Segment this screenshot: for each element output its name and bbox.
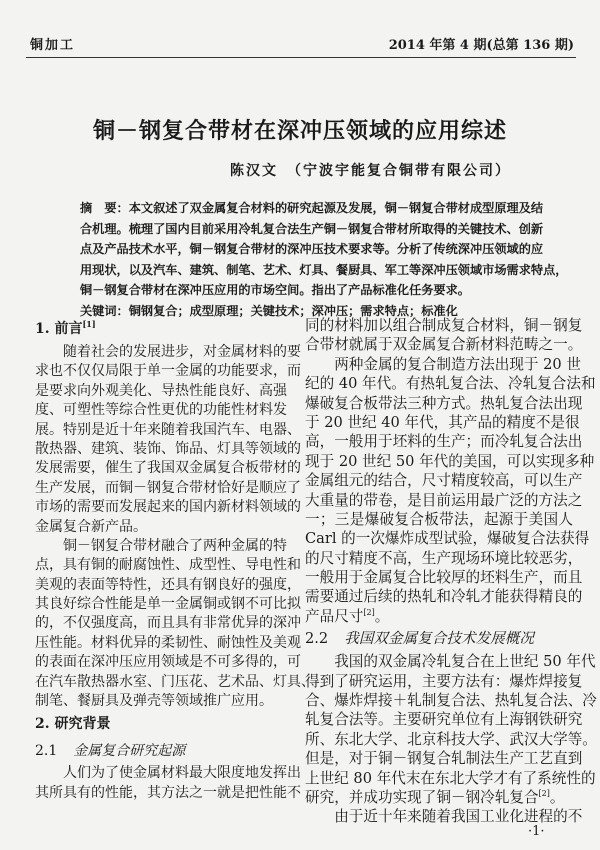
text-line: 其良好综合性能是单一金属铜或钢不可比拟 xyxy=(35,596,301,613)
abstract-label: 摘 要： xyxy=(80,201,129,215)
paragraph xyxy=(35,537,315,712)
abstract-line xyxy=(80,260,568,281)
abstract-line xyxy=(80,219,544,240)
keywords-label: 关键词： xyxy=(80,303,129,318)
text-line: 现于 20 世纪 50 年代的美国，可以实现多种 xyxy=(305,452,595,470)
line-text: 。 xyxy=(374,607,390,625)
text-line: 市场的需要而发展起来的国内新材料领域的 xyxy=(35,499,301,516)
text-line: 由于近十年来随着我国工业化进程的不 xyxy=(334,808,583,826)
subsection-title: 金属复合研究起源 xyxy=(73,743,186,760)
abstract-text: 点及产品技术水平，铜－钢复合带材的深冲压技术要求等。分析了传统深冲压领域的应 xyxy=(80,242,544,256)
text-line: 压性能。材料优异的柔韧性、耐蚀性及美观 xyxy=(35,634,301,651)
subsection-number: 2.1 xyxy=(35,743,58,760)
text-line: 散热器、建筑、装饰、饰品、灯具等领域的 xyxy=(35,440,301,457)
text-line: 轧复合法等。主要研究单位有上海钢铁研究 xyxy=(305,711,583,729)
paragraph xyxy=(305,316,583,355)
text-line: 展。特别是近十年来随着我国汽车、电器、 xyxy=(35,421,301,438)
text-line: 一般用于金属复合比较厚的坯料生产，而且 xyxy=(305,569,583,587)
abstract-line xyxy=(80,280,522,301)
text-line: 大重量的带卷，是目前运用最广泛的方法之 xyxy=(305,491,583,509)
text-line: 美观的表面等特性，还具有钢良好的强度， xyxy=(35,576,301,593)
text-line: Carl 的一次爆炸成型试验，爆破复合法获得 xyxy=(305,530,590,548)
abstract-text: 用现状，以及汽车、建筑、制笔、艺术、灯具、餐厨具、军工等深冲压领域市场需求特点， xyxy=(80,262,568,277)
text-line: 于 20 世纪 40 年代，其产品的精度不是很 xyxy=(305,413,580,431)
text-line: 所、东北大学、北京科技大学、武汉大学等。 xyxy=(305,730,597,748)
text-line: 爆破复合板带法三种方式。热轧复合法出现 xyxy=(305,394,583,412)
paragraph xyxy=(305,652,597,807)
header-rule xyxy=(26,57,576,58)
abstract-text: 铜－钢复合带材在深冲压应用的市场空间。指出了产品标准化任务要求。 xyxy=(80,283,470,297)
issue-info: 2014 年第 4 期(总第 136 期) xyxy=(388,38,574,53)
citation: [2] xyxy=(538,788,550,798)
right-column xyxy=(305,316,597,827)
subsection-number: 2.2 xyxy=(305,630,329,648)
text-line: 得到了研究运用，主要方法有：爆炸焊接复 xyxy=(305,672,583,690)
paragraph xyxy=(35,764,301,803)
paragraph xyxy=(305,355,596,626)
text-line: 上世纪 80 年代末在东北大学才有了系统性的 xyxy=(305,769,596,787)
heading-text: 1. 前言 xyxy=(35,321,83,337)
author-affiliation: 陈汉文 （宁波宇能复合铜带有限公司） xyxy=(230,163,511,179)
text-line: 金属组元的结合，尺寸精度较高，可以生产 xyxy=(305,472,583,490)
text-line: 在汽车散热器水室、门压花、艺术品、灯具、 xyxy=(35,673,315,690)
subsection-title: 我国双金属复合技术发展概况 xyxy=(344,630,534,648)
text-line: 人们为了使金属材料最大限度地发挥出 xyxy=(63,765,301,782)
section-heading xyxy=(35,316,287,343)
citation: [2] xyxy=(363,607,375,617)
text-line: 高，一般用于坯料的生产；而冷轧复合法出 xyxy=(305,433,583,451)
text-line: 但是，对于铜－钢复合轧制法生产工艺直到 xyxy=(305,750,583,768)
text-line: 金属复合新产品。 xyxy=(35,518,147,535)
text-line: 求也不仅仅局限于单一金属的功能要求，而 xyxy=(35,363,301,380)
text-line: 制笔、餐厨具及弹壳等领域推广应用。 xyxy=(35,693,273,710)
text-line: 发展需要，催生了我国双金属复合板带材的 xyxy=(35,460,301,477)
subsection-heading xyxy=(35,738,287,764)
text-line: 点，具有铜的耐腐蚀性、成型性、导电性和 xyxy=(35,557,301,574)
journal-name: 铜加工 xyxy=(30,38,76,53)
abstract-line xyxy=(80,198,544,219)
article-title: 铜－钢复合带材在深冲压领域的应用综述 xyxy=(92,118,507,144)
line-text: 产品尺寸 xyxy=(305,607,364,625)
page-number: ·1· xyxy=(528,824,545,839)
subsection-heading xyxy=(305,626,573,652)
abstract-line xyxy=(80,239,544,260)
text-line: 度、可塑性等综合性更优的功能性材料发 xyxy=(35,402,287,419)
keywords-text: 铜钢复合；成型原理；关键技术；深冲压；需求特点；标准化 xyxy=(128,303,458,318)
text-line: 铜－钢复合带材融合了两种金属的特 xyxy=(63,537,287,554)
heading-text: 2. 研究背景 xyxy=(35,716,111,733)
abstract-text: 本文叙述了双金属复合材料的研究起源及发展，铜－钢复合带材成型原理及结 xyxy=(128,201,544,215)
abstract-block xyxy=(80,198,568,321)
text-line xyxy=(305,788,573,807)
text-line: 两种金属的复合制造方法出现于 20 世 xyxy=(334,355,581,373)
left-column xyxy=(35,316,315,803)
text-line: 一；三是爆破复合板带法，起源于美国人 xyxy=(305,510,573,528)
text-line: 其所具有的性能，其方法之一就是把性能不 xyxy=(35,784,301,801)
text-line: 合、爆炸焊接＋轧制复合法、热轧复合法、冷 xyxy=(305,692,597,710)
text-line: 的尺寸精度不高，生产现场环境比较恶劣， xyxy=(305,549,583,567)
line-text: 。 xyxy=(549,788,565,806)
text-line: 是要求向外观美化、导热性能良好、高强 xyxy=(35,382,287,399)
text-line: 需要通过后续的热轧和冷轧才能获得精良的 xyxy=(305,588,583,606)
citation: [1] xyxy=(82,319,96,329)
text-line: 随着社会的发展进步，对金属材料的要 xyxy=(63,344,301,360)
text-line: 纪的 40 年代。有热轧复合法、冷轧复合法和 xyxy=(305,375,596,393)
text-line: 合带材就属于双金属复合新材料范畴之一。 xyxy=(305,336,583,354)
text-line: 的表面在深冲压应用领域是不可多得的，可 xyxy=(35,654,301,671)
text-line: 生产发展，而铜－钢复合带材恰好是顺应了 xyxy=(35,479,301,496)
text-line: 我国的双金属冷轧复合在上世纪 50 年代 xyxy=(334,653,596,671)
line-text: 研究，并成功实现了铜－钢冷轧复合 xyxy=(305,788,539,806)
text-line xyxy=(305,607,573,626)
text-line: 同的材料加以组合制成复合材料，铜－钢复 xyxy=(305,317,583,334)
text-line: 的，不仅强度高，而且具有非常优异的深冲 xyxy=(35,615,301,632)
paragraph xyxy=(35,343,301,537)
abstract-text: 合机理。梳理了国内目前采用冷轧复合法生产铜－钢复合带材所取得的关键技术、创新 xyxy=(80,221,544,236)
section-heading xyxy=(35,711,287,738)
